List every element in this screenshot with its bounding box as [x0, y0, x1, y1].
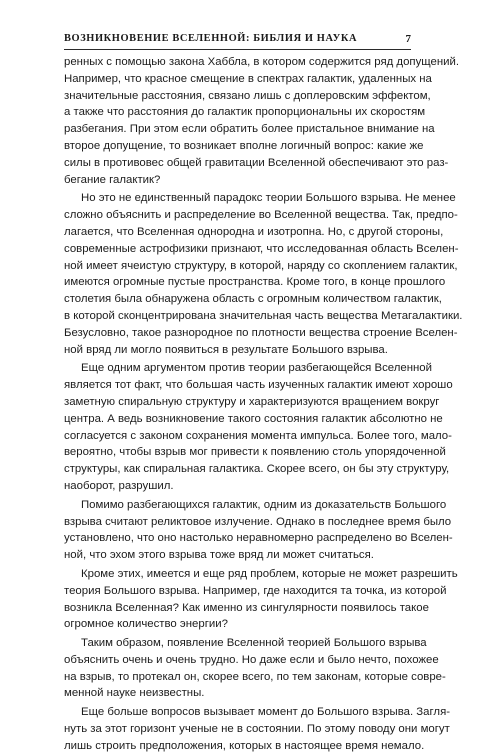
text-line: современные астрофизики признают, что исследованная область Вселен- [64, 242, 459, 255]
text-line: установлено, что оно настолько неравномерно распределено во Вселен- [64, 532, 453, 545]
text-line: теория Большого взрыва. Например, где находится та точка, из которой [64, 584, 447, 597]
text-line: лагается, что Вселенная однородна и изотропна. Но, с другой стороны, [64, 225, 444, 238]
text-line: ной, что эхом этого взрыва тоже вряд ли может считаться. [64, 549, 374, 562]
text-line: объяснить очень и очень трудно. Но даже если и было нечто, похожее [64, 653, 439, 666]
text-line: огромное количество энергии? [64, 618, 228, 631]
text-line: Кроме этих, имеется и еще ряд проблем, которые не может разрешить [81, 567, 458, 580]
text-line: в которой сконцентрирована значительная часть вещества Метагалактики. [64, 309, 463, 322]
text-line: менной науке неизвестны. [64, 687, 205, 700]
text-line: второе допущение, то возникает вполне логичный вопрос: какие же [64, 139, 424, 152]
text-line: Например, что красное смещение в спектрах галактик, удаленных на [64, 72, 432, 85]
text-line: имеются огромные пустые пространства. Кроме того, в конце прошлого [64, 276, 446, 289]
page-number: 7 [405, 33, 411, 45]
paragraph [64, 190, 463, 358]
text-line: на взрыв, то протекал он, скорее всего, по тем законам, которые совре- [64, 670, 446, 683]
text-line: Еще больше вопросов вызывает момент до Большого взрыва. Загля- [81, 706, 451, 719]
text-line: вероятно, чтобы взрыв мог привести к появлению столь упорядоченной [64, 446, 446, 459]
text-line: Безусловно, такое разнородное по плотности вещества строение Вселен- [64, 326, 458, 339]
paragraph [64, 635, 446, 702]
paragraph [64, 54, 460, 188]
text-line: структуры, как спиральная галактика. Скорее всего, он бы эту структуру, [64, 463, 450, 476]
text-line: столетия была обнаружена область с огромным количеством галактик, [64, 293, 442, 306]
text-line: ной имеет ячеистую структуру, в которой, наряду со скоплением галактик, [64, 259, 458, 272]
text-line: наоборот, разрушил. [64, 479, 174, 492]
body-text [64, 54, 463, 755]
text-line: силы в противовес общей гравитации Вселенной обеспечивают это раз- [64, 156, 449, 169]
text-line: заметную спиральную структуру и характеризуются вращением вокруг [64, 395, 440, 408]
text-line: разбегания. При этом если обратить более пристальное внимание на [64, 123, 435, 136]
running-header [64, 30, 411, 48]
text-line: лишь строить предположения, которых в настоящее время немало. [64, 739, 425, 752]
text-line: ной вряд ли могло появиться в результате Большого взрыва. [64, 343, 388, 356]
paragraph [64, 566, 458, 633]
text-line: возникла Вселенная? Как именно из сингулярности появилось такое [64, 601, 429, 614]
text-line: ренных с помощью закона Хаббла, в котором содержится ряд допущений. [64, 56, 460, 68]
text-line: Еще одним аргументом против теории разбегающейся Вселенной [81, 362, 432, 375]
running-header-title: ВОЗНИКНОВЕНИЕ ВСЕЛЕННОЙ: БИБЛИЯ И НАУКА [64, 33, 358, 44]
text-line: нуть за этот горизонт ученые не в состоянии. По этому поводу они могут [64, 723, 450, 736]
text-line: бегание галактик? [64, 173, 161, 186]
text-line: является тот факт, что большая часть изученных галактик имеют хорошо [64, 379, 453, 392]
paragraph [64, 497, 453, 564]
header-rule [64, 49, 411, 50]
text-line: взрыва считают реликтовое излучение. Однако в последнее время было [64, 515, 452, 528]
paragraph [64, 360, 453, 494]
text-line: центра. А ведь возникновение такого состояния галактик абсолютно не [64, 412, 443, 425]
paragraph [64, 704, 451, 754]
text-line: Помимо разбегающихся галактик, одним из доказательств Большого [81, 498, 447, 511]
text-line: сложно объяснить и распределение во Вселенной вещества. Так, предпо- [64, 209, 458, 222]
text-line: а также что расстояния до галактик пропорциональны их скоростям [64, 106, 426, 119]
text-line: значительные расстояния, связано лишь с доплеровским эффектом, [64, 89, 431, 102]
text-line: Но это не единственный парадокс теории Большого взрыва. Не менее [81, 192, 456, 205]
text-line: Таким образом, появление Вселенной теорией Большого взрыва [81, 637, 427, 650]
text-line: согласуется с законом сохранения момента импульса. Более того, мало- [64, 429, 452, 442]
